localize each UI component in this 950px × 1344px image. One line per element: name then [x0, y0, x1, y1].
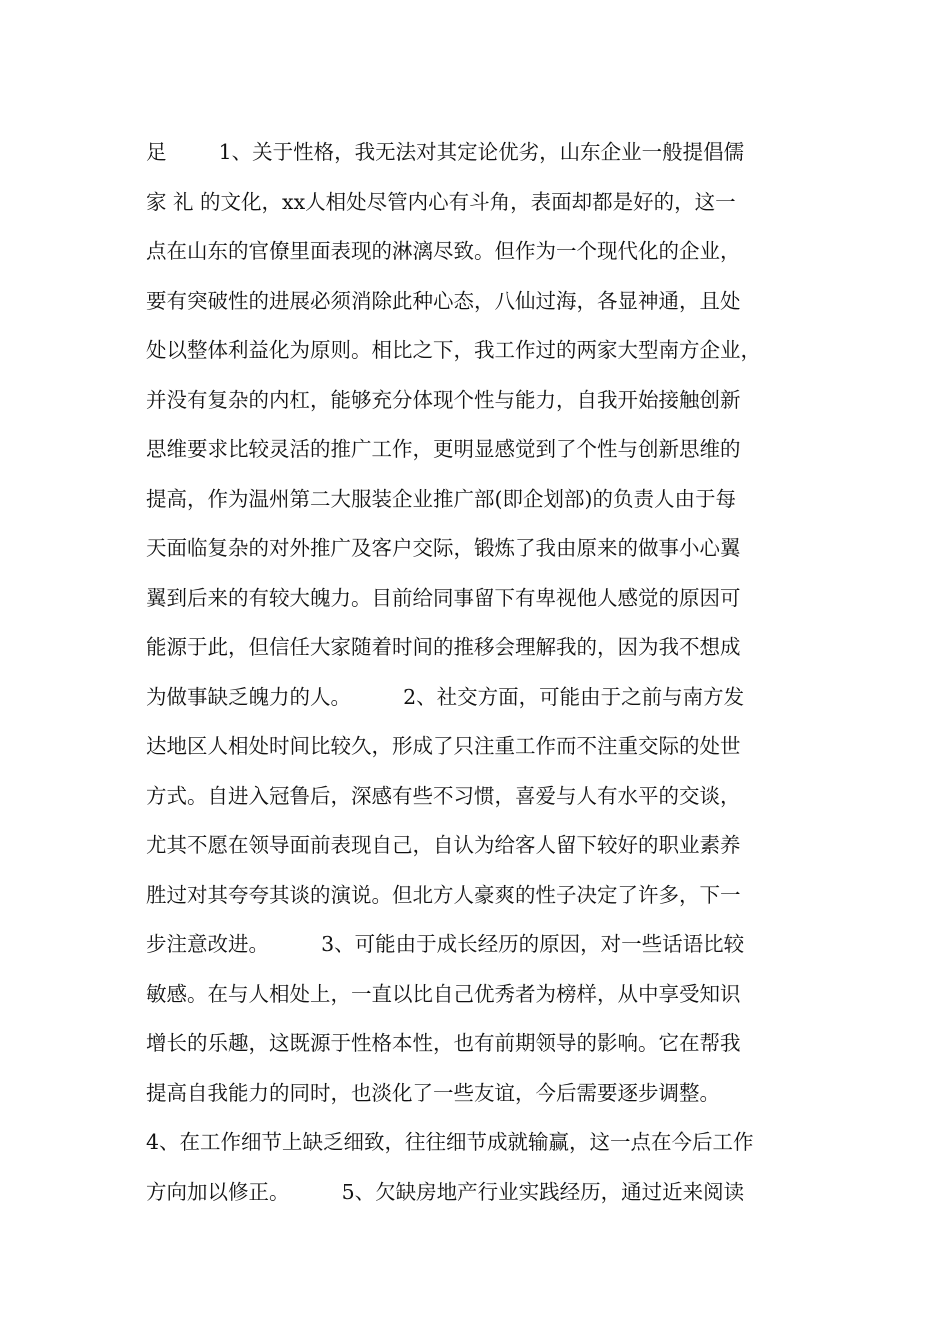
- text-line: 处以整体利益化为原则。相比之下，我工作过的两家大型南方企业，: [146, 338, 761, 362]
- text-line: 尤其不愿在领导面前表现自己，自认为给客人留下较好的职业素养: [146, 833, 741, 857]
- text-line: 翼到后来的有较大魄力。目前给同事留下有卑视他人感觉的原因可: [146, 585, 741, 610]
- text-line: 步注意改进。 3、可能由于成长经历的原因，对一些话语比较: [146, 932, 745, 956]
- text-line: 方向加以修正。 5、欠缺房地产行业实践经历，通过近来阅读: [146, 1179, 745, 1204]
- text-line: 4、在工作细节上缺乏细致，往往细节成就输赢，这一点在今后工作: [146, 1130, 754, 1154]
- text-line: 提高自我能力的同时，也淡化了一些友谊，今后需要逐步调整。: [146, 1080, 720, 1105]
- text-line: 点在山东的官僚里面表现的淋漓尽致。但作为一个现代化的企业，: [146, 239, 741, 263]
- text-line: 要有突破性的进展必须消除此种心态，八仙过海，各显神通，且处: [146, 288, 741, 313]
- text-line: 天面临复杂的对外推广及客户交际，锻炼了我由原来的做事小心翼: [146, 536, 741, 560]
- text-line: 敏感。在与人相处上，一直以比自己优秀者为榜样，从中享受知识: [146, 981, 741, 1006]
- text-line: 能源于此，但信任大家随着时间的推移会理解我的，因为我不想成: [146, 635, 741, 659]
- text-line: 为做事缺乏魄力的人。 2、社交方面，可能由于之前与南方发: [146, 684, 745, 709]
- text-line: 足 1、关于性格，我无法对其定论优劣，山东企业一般提倡儒: [146, 140, 745, 164]
- text-line: 思维要求比较灵活的推广工作，更明显感觉到了个性与创新思维的: [146, 437, 741, 461]
- text-line: 达地区人相处时间比较久，形成了只注重工作而不注重交际的处世: [146, 734, 741, 758]
- text-line: 增长的乐趣，这既源于性格本性，也有前期领导的影响。它在帮我: [146, 1031, 741, 1055]
- text-line: 方式。自进入冠鲁后，深感有些不习惯，喜爱与人有水平的交谈，: [146, 783, 741, 808]
- text-line: 并没有复杂的内杠，能够充分体现个性与能力，自我开始接触创新: [146, 387, 741, 412]
- text-line: 胜过对其夸夸其谈的演说。但北方人豪爽的性子决定了许多，下一: [146, 882, 741, 907]
- text-line: 家 礼 的文化，xx人相处尽管内心有斗角，表面却都是好的，这一: [146, 189, 736, 214]
- text-line: 提高，作为温州第二大服装企业推广部(即企划部)的负责人由于每: [146, 486, 736, 511]
- document-body: [146, 132, 816, 1221]
